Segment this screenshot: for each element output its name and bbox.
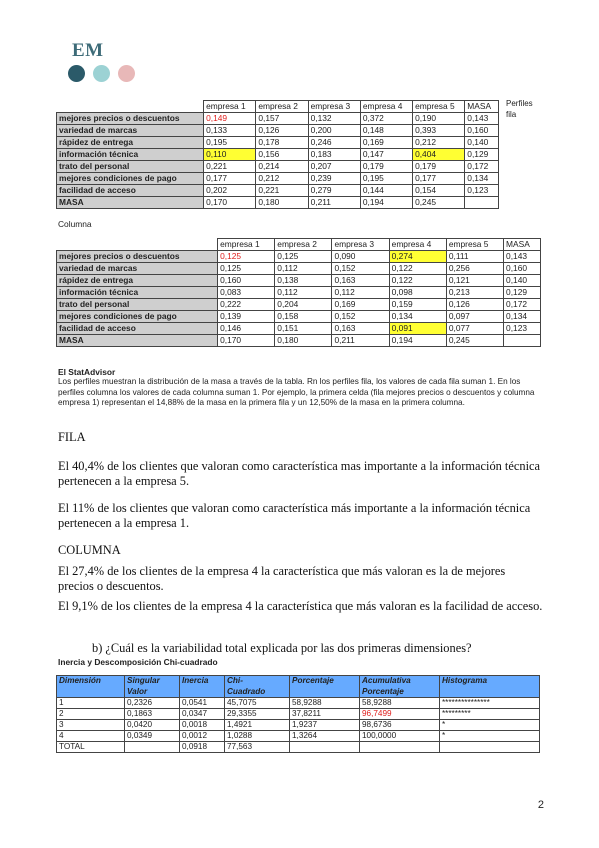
cell: 3 [57, 720, 125, 731]
cell: 0,178 [256, 137, 308, 149]
paragraph-4: El 9,1% de los clientes de la empresa 4 la característica que más valoran es la facilidad de acceso. [58, 599, 543, 613]
cell: 0,0347 [180, 709, 225, 720]
cell: 0,211 [308, 197, 360, 209]
histogram-cell: *************** [440, 698, 540, 709]
table-row [57, 137, 499, 149]
col-header: Histograma [440, 676, 540, 698]
cell: 0,163 [332, 323, 389, 335]
cell: 0,156 [256, 149, 308, 161]
inertia-table [56, 675, 540, 753]
table-row [57, 251, 541, 263]
cell: 0,214 [256, 161, 308, 173]
cell: 0,160 [218, 275, 275, 287]
cell: TOTAL [57, 742, 125, 753]
histogram-cell: * [440, 731, 540, 742]
cell: 0,090 [332, 251, 389, 263]
table-row [57, 125, 499, 137]
cell: 0,144 [360, 185, 412, 197]
table-header-row [57, 676, 540, 698]
cell: 0,202 [204, 185, 256, 197]
cell: 58,9288 [360, 698, 440, 709]
cell: 0,163 [332, 275, 389, 287]
paragraph-3: El 27,4% de los clientes de la empresa 4 la característica que más valoran es la de mejores precios o descuentos. [58, 564, 506, 593]
cell-highlight-red: 96,7499 [360, 709, 440, 720]
table-row [57, 698, 540, 709]
cell: 0,207 [308, 161, 360, 173]
cell [465, 197, 499, 209]
cell [360, 742, 440, 753]
cell-highlight-red: 0,149 [204, 113, 256, 125]
table-row [57, 263, 541, 275]
cell: 0,239 [308, 173, 360, 185]
cell: 0,134 [504, 311, 541, 323]
cell: 0,0012 [180, 731, 225, 742]
cell: 0,140 [504, 275, 541, 287]
cell: 0,183 [308, 149, 360, 161]
cell: 0,0349 [125, 731, 180, 742]
cell: 77,563 [225, 742, 290, 753]
row-label: trato del personal [57, 299, 218, 311]
cell [504, 335, 541, 347]
cell: 0,132 [308, 113, 360, 125]
cell: 0,180 [275, 335, 332, 347]
cell: 0,125 [218, 263, 275, 275]
cell: 0,111 [446, 251, 503, 263]
col-header: MASA [504, 239, 541, 251]
cell: 0,129 [465, 149, 499, 161]
col-header: MASA [465, 101, 499, 113]
cell: 0,194 [360, 197, 412, 209]
row-label: información técnica [57, 287, 218, 299]
columna-heading: COLUMNA [58, 543, 121, 557]
table-row [57, 323, 541, 335]
cell: 0,160 [465, 125, 499, 137]
table-row [57, 335, 541, 347]
cell: 0,393 [413, 125, 465, 137]
table-row [57, 287, 541, 299]
col-header: empresa 5 [413, 101, 465, 113]
logo-dot-teal [93, 65, 110, 82]
cell: 1,0288 [225, 731, 290, 742]
cell: 0,123 [504, 323, 541, 335]
cell: 0,112 [275, 263, 332, 275]
cell: 0,126 [446, 299, 503, 311]
table-row [57, 197, 499, 209]
cell: 0,372 [360, 113, 412, 125]
cell: 0,122 [389, 275, 446, 287]
cell: 0,143 [465, 113, 499, 125]
logo-dot-dark [68, 65, 85, 82]
table-row [57, 185, 499, 197]
row-label: MASA [57, 197, 204, 209]
cell: 0,211 [332, 335, 389, 347]
logo-dots [68, 65, 135, 82]
cell: 0,112 [332, 287, 389, 299]
col-header: empresa 4 [389, 239, 446, 251]
cell: 0,0918 [180, 742, 225, 753]
cell: 0,139 [218, 311, 275, 323]
histogram-cell [440, 742, 540, 753]
cell: 0,172 [465, 161, 499, 173]
cell: 0,212 [256, 173, 308, 185]
statadvisor-title: El StatAdvisor [58, 367, 116, 377]
table-row [57, 275, 541, 287]
cell: 0,143 [504, 251, 541, 263]
col-header: Chi- Cuadrado [225, 676, 290, 698]
cell: 0,221 [256, 185, 308, 197]
cell: 0,097 [446, 311, 503, 323]
cell: 0,180 [256, 197, 308, 209]
column-profiles-table [56, 238, 541, 347]
cell: 0,245 [413, 197, 465, 209]
cell: 0,177 [413, 173, 465, 185]
row-label: MASA [57, 335, 218, 347]
table-row [57, 731, 540, 742]
cell: 0,098 [389, 287, 446, 299]
cell: 45,7075 [225, 698, 290, 709]
row-label: información técnica [57, 149, 204, 161]
cell: 0,195 [204, 137, 256, 149]
cell: 0,222 [218, 299, 275, 311]
table-header-row [57, 101, 499, 113]
cell: 37,8211 [290, 709, 360, 720]
cell: 0,170 [218, 335, 275, 347]
row-label: facilidad de acceso [57, 323, 218, 335]
row-label: variedad de marcas [57, 125, 204, 137]
cell-highlight-yellow: 0,404 [413, 149, 465, 161]
cell: 0,212 [413, 137, 465, 149]
cell [290, 742, 360, 753]
fila-heading: FILA [58, 430, 86, 444]
row-label: mejores condiciones de pago [57, 311, 218, 323]
cell: 0,077 [446, 323, 503, 335]
cell: 1,9237 [290, 720, 360, 731]
cell: 0,134 [465, 173, 499, 185]
cell: 0,147 [360, 149, 412, 161]
cell [125, 742, 180, 753]
cell: 0,0420 [125, 720, 180, 731]
cell: 0,133 [204, 125, 256, 137]
cell: 1,4921 [225, 720, 290, 731]
cell-highlight-yellow: 0,110 [204, 149, 256, 161]
cell: 0,246 [308, 137, 360, 149]
paragraph-2: El 11% de los clientes que valoran como característica más importante a la información técnica pertenecen a la empresa 1. [58, 501, 531, 530]
cell: 0,279 [308, 185, 360, 197]
cell: 0,146 [218, 323, 275, 335]
cell: 0,160 [504, 263, 541, 275]
cell: 0,138 [275, 275, 332, 287]
columna-caption: Columna [58, 219, 92, 229]
row-label: mejores condiciones de pago [57, 173, 204, 185]
logo-text: EM [72, 40, 104, 61]
cell: 0,148 [360, 125, 412, 137]
cell: 0,157 [256, 113, 308, 125]
cell-highlight-red: 0,125 [218, 251, 275, 263]
cell: 0,122 [389, 263, 446, 275]
col-header: Singular Valor [125, 676, 180, 698]
cell: 0,221 [204, 161, 256, 173]
col-header: Porcentaje [290, 676, 360, 698]
col-header: empresa 1 [204, 101, 256, 113]
col-header: Inercia [180, 676, 225, 698]
table-corner [57, 101, 204, 113]
cell-highlight-yellow: 0,274 [389, 251, 446, 263]
question-b: b) ¿Cuál es la variabilidad total explicada por las dos primeras dimensiones? [92, 641, 472, 655]
cell: 0,179 [413, 161, 465, 173]
col-header: empresa 3 [308, 101, 360, 113]
cell: 0,154 [413, 185, 465, 197]
inercia-title: Inercia y Descomposición Chi-cuadrado [58, 657, 218, 667]
cell: 1 [57, 698, 125, 709]
page-number: 2 [537, 799, 544, 811]
cell: 100,0000 [360, 731, 440, 742]
cell: 0,169 [332, 299, 389, 311]
cell: 0,213 [446, 287, 503, 299]
cell-highlight-yellow: 0,091 [389, 323, 446, 335]
row-label: mejores precios o descuentos [57, 251, 218, 263]
row-label: variedad de marcas [57, 263, 218, 275]
row-label: rápidez de entrega [57, 137, 204, 149]
cell: 0,0018 [180, 720, 225, 731]
row-label: mejores precios o descuentos [57, 113, 204, 125]
cell: 0,169 [360, 137, 412, 149]
table-row [57, 299, 541, 311]
table-row [57, 161, 499, 173]
logo-dot-pink [118, 65, 135, 82]
table-row [57, 311, 541, 323]
cell: 0,152 [332, 263, 389, 275]
table-corner [57, 239, 218, 251]
col-header: empresa 3 [332, 239, 389, 251]
cell: 0,179 [360, 161, 412, 173]
cell: 0,204 [275, 299, 332, 311]
col-header: empresa 2 [256, 101, 308, 113]
cell: 0,083 [218, 287, 275, 299]
row-profiles-table [56, 100, 499, 209]
cell: 0,256 [446, 263, 503, 275]
cell: 0,200 [308, 125, 360, 137]
cell: 0,170 [204, 197, 256, 209]
col-header: empresa 4 [360, 101, 412, 113]
cell: 0,159 [389, 299, 446, 311]
table-row [57, 113, 499, 125]
col-header: empresa 2 [275, 239, 332, 251]
cell: 0,125 [275, 251, 332, 263]
cell: 0,126 [256, 125, 308, 137]
cell: 0,129 [504, 287, 541, 299]
cell: 0,194 [389, 335, 446, 347]
table-row [57, 173, 499, 185]
cell: 98,6736 [360, 720, 440, 731]
table-header-row [57, 239, 541, 251]
cell: 0,158 [275, 311, 332, 323]
paragraph-1: El 40,4% de los clientes que valoran como característica mas importante a la información técnica pertenecen a la empresa 5. [58, 459, 541, 488]
cell: 0,172 [504, 299, 541, 311]
cell: 4 [57, 731, 125, 742]
cell: 0,195 [360, 173, 412, 185]
cell: 0,134 [389, 311, 446, 323]
row-label: rápidez de entrega [57, 275, 218, 287]
histogram-cell: * [440, 720, 540, 731]
col-header: empresa 1 [218, 239, 275, 251]
cell: 0,112 [275, 287, 332, 299]
cell: 0,0541 [180, 698, 225, 709]
cell: 0,152 [332, 311, 389, 323]
cell: 0,121 [446, 275, 503, 287]
row-profiles-side-label: Perfiles fila [506, 99, 533, 119]
table-row [57, 709, 540, 720]
cell: 1,3264 [290, 731, 360, 742]
cell: 0,190 [413, 113, 465, 125]
cell: 0,140 [465, 137, 499, 149]
histogram-cell: ********* [440, 709, 540, 720]
cell: 0,245 [446, 335, 503, 347]
table-row [57, 149, 499, 161]
row-label: trato del personal [57, 161, 204, 173]
cell: 0,151 [275, 323, 332, 335]
table-row [57, 720, 540, 731]
col-header: empresa 5 [446, 239, 503, 251]
row-label: facilidad de acceso [57, 185, 204, 197]
cell: 0,177 [204, 173, 256, 185]
statadvisor-text: Los perfiles muestran la distribución de la masa a través de la tabla. Rn los perfiles fila, los valores de cada fila suman 1. En los perfiles columna los valores de cada columna suman 1. Por ejemplo, la primera celda (fila mejores precios o descuentos y columna empresa 1) representan el 14,88% de la masa en la primera fila y un 12,50% de la masa en la primera columna. [58, 377, 535, 408]
col-header: Dimensión [57, 676, 125, 698]
table-row [57, 742, 540, 753]
cell: 58,9288 [290, 698, 360, 709]
cell: 2 [57, 709, 125, 720]
cell: 0,2326 [125, 698, 180, 709]
cell: 29,3355 [225, 709, 290, 720]
col-header: Acumulativa Porcentaje [360, 676, 440, 698]
cell: 0,1863 [125, 709, 180, 720]
cell: 0,123 [465, 185, 499, 197]
